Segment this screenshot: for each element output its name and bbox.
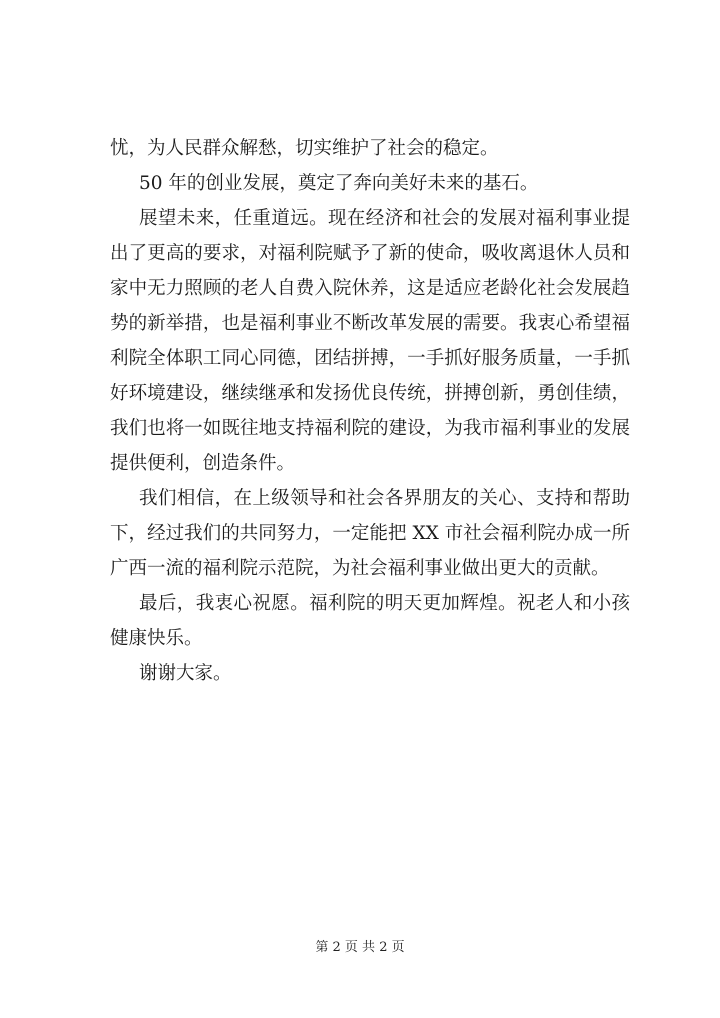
paragraph-line: 广西一流的福利院示范院，为社会福利事业做出更大的贡献。 (110, 558, 610, 579)
paragraph-line: 好环境建设，继续继承和发扬优良传统，拼搏创新，勇创佳绩， (110, 383, 630, 404)
document-body (110, 131, 630, 691)
paragraph-line: 提供便利，创造条件。 (110, 453, 296, 474)
paragraph-line: 谢谢大家。 (139, 663, 232, 684)
page-number-footer: 第 2 页 共 2 页 (315, 940, 405, 955)
paragraph-line: 展望未来，任重道远。现在经济和社会的发展对福利事业提 (139, 208, 630, 229)
paragraph-line: 下，经过我们的共同努力，一定能把 XX 市社会福利院办成一所 (110, 523, 630, 544)
paragraph-line: 我们相信，在上级领导和社会各界朋友的关心、支持和帮助 (139, 488, 630, 509)
paragraph-line: 健康快乐。 (110, 628, 203, 649)
paragraph-line: 利院全体职工同心同德，团结拼搏，一手抓好服务质量，一手抓 (110, 348, 630, 369)
paragraph-line: 我们也将一如既往地支持福利院的建设，为我市福利事业的发展 (110, 418, 630, 439)
paragraph-line: 势的新举措，也是福利事业不断改革发展的需要。我衷心希望福 (110, 313, 630, 334)
paragraph-line: 家中无力照顾的老人自费入院休养，这是适应老龄化社会发展趋 (110, 278, 630, 299)
paragraph-line: 50 年的创业发展，奠定了奔向美好未来的基石。 (139, 173, 539, 194)
paragraph-line: 出了更高的要求，对福利院赋予了新的使命，吸收离退休人员和 (110, 243, 630, 264)
paragraph-line: 最后，我衷心祝愿。福利院的明天更加辉煌。祝老人和小孩 (139, 593, 630, 614)
paragraph-line: 忧，为人民群众解愁，切实维护了社会的稳定。 (110, 138, 499, 159)
